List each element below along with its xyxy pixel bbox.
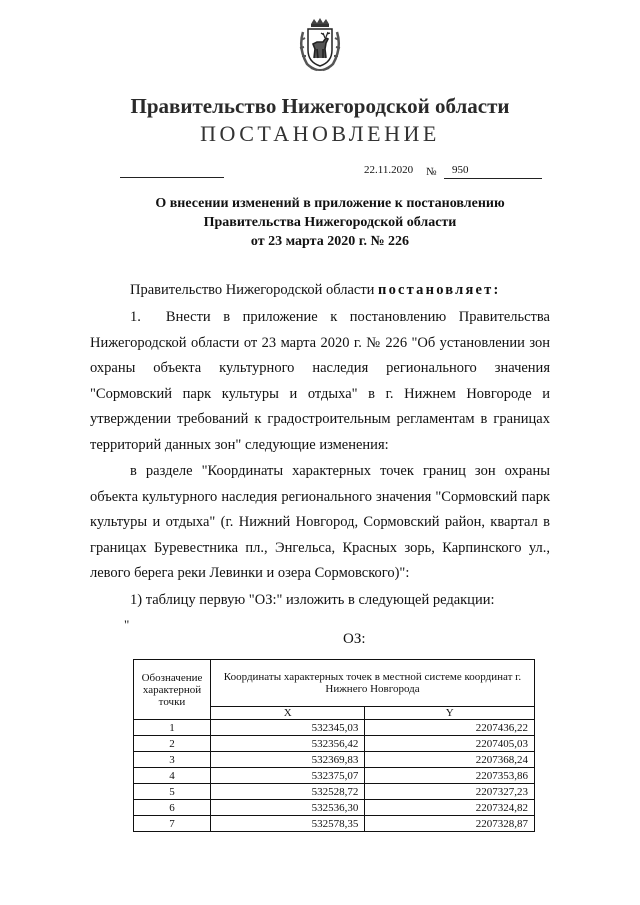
column-header-coordinates: Координаты характерных точек в местной системе координат г. Нижнего Новгорода <box>211 660 535 707</box>
document-date: 22.11.2020 <box>364 164 414 176</box>
number-label: № <box>426 166 437 178</box>
point-cell: 1 <box>134 720 211 736</box>
opening-quote: " <box>124 617 130 632</box>
table-row <box>134 800 535 816</box>
item-1-paragraph: 1. Внести в приложение к постановлению Правительства Нижегородской области от 23 марта 2020 г. № 226 "Об установлении зон охраны объекта культурного наследия регионального значения "Сормовский парк культуры и отдыха" в г. Нижнем Новгороде и утверждении требований к градостроительным регламентам в границах территорий данных зон" следующие изменения: <box>90 309 550 453</box>
x-cell: 532528,72 <box>211 784 365 800</box>
table-row <box>134 720 535 736</box>
y-cell: 2207436,22 <box>365 720 535 736</box>
table-row <box>134 736 535 752</box>
x-cell: 532578,35 <box>211 816 365 832</box>
point-cell: 2 <box>134 736 211 752</box>
table-row <box>134 768 535 784</box>
point-cell: 4 <box>134 768 211 784</box>
point-cell: 5 <box>134 784 211 800</box>
table-row <box>134 816 535 832</box>
y-cell: 2207328,87 <box>365 816 535 832</box>
y-cell: 2207324,82 <box>365 800 535 816</box>
column-header-x: X <box>211 707 365 720</box>
y-cell: 2207327,23 <box>365 784 535 800</box>
point-cell: 7 <box>134 816 211 832</box>
blank-date-line <box>120 177 224 178</box>
table-caption: ОЗ: <box>343 631 366 647</box>
table-row <box>134 784 535 800</box>
x-cell: 532375,07 <box>211 768 365 784</box>
x-cell: 532369,83 <box>211 752 365 768</box>
column-header-point: Обозначение характерной точки <box>134 660 211 720</box>
government-name: Правительство Нижегородской области <box>130 94 510 118</box>
point-cell: 6 <box>134 800 211 816</box>
column-header-y: Y <box>365 707 535 720</box>
y-cell: 2207405,03 <box>365 736 535 752</box>
sub-item-paragraph: 1) таблицу первую "ОЗ:" изложить в следующей редакции: <box>130 592 495 608</box>
coordinates-table <box>133 659 535 832</box>
title-line: от 23 марта 2020 г. № 226 <box>250 234 410 249</box>
y-cell: 2207368,24 <box>365 752 535 768</box>
point-cell: 3 <box>134 752 211 768</box>
document-title <box>0 194 640 251</box>
title-line: Правительства Нижегородской области <box>203 215 457 230</box>
document-number: 950 <box>444 164 542 179</box>
x-cell: 532536,30 <box>211 800 365 816</box>
coat-of-arms-icon <box>297 18 343 72</box>
preamble-text: Правительство Нижегородской области <box>130 282 375 298</box>
table-row <box>134 752 535 768</box>
section-paragraph: в разделе "Координаты характерных точек границ зон охраны объекта культурного наследия регионального значения "Сормовский парк культуры и отдыха" (г. Нижний Новгород, Сормовский район, квартал в границах Буревестника пл., Энгельса, Красных зорь, Карпинского ул., левого берега реки Левинки и озера Сормовского)": <box>90 463 550 581</box>
preamble-decree-word: постановляет: <box>378 282 501 298</box>
title-line: О внесении изменений в приложение к постановлению <box>155 196 505 211</box>
document-type: ПОСТАНОВЛЕНИЕ <box>200 121 440 146</box>
x-cell: 532345,03 <box>211 720 365 736</box>
y-cell: 2207353,86 <box>365 768 535 784</box>
preamble <box>90 278 550 304</box>
x-cell: 532356,42 <box>211 736 365 752</box>
